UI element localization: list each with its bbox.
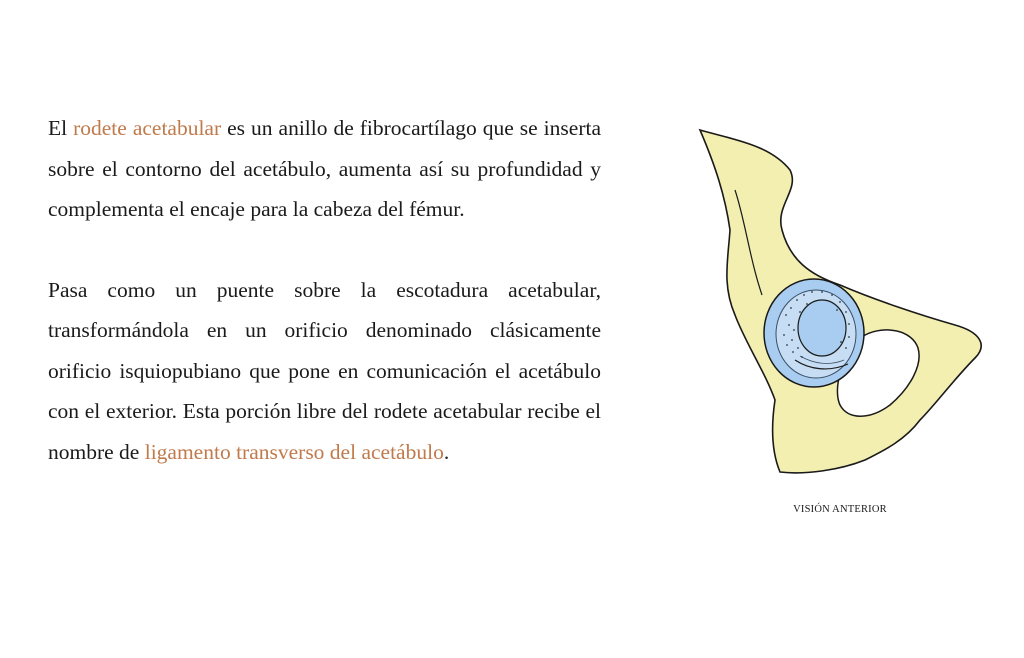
paragraph-2-body: Pasa como un puente sobre la escotadura acetabular, transformándola en un orificio denominado clásicamente orificio isquiopubiano que pone en comunicación el acetábulo con el exterior. Esta porción libre del rodete acetabular recibe el nombre de [48,277,601,464]
term-ligamento-transverso: ligamento transverso del acetábulo [144,439,444,464]
paragraph-1-lead: El [48,116,74,140]
paragraph-2-end: . [443,439,450,464]
paragraph-ligamento [48,270,601,473]
figure-caption: VISIÓN ANTERIOR [793,504,887,515]
hip-bone-figure [690,120,1000,530]
term-rodete-acetabular: rodete acetabular [73,116,222,140]
acetabular-fossa [798,300,846,356]
paragraph-1-body: es un anillo de fibrocartílago que se inserta sobre el contorno del acetábulo, aumenta así su profundidad y complementa el encaje para la cabeza del fémur. [48,116,601,221]
paragraph-rodete [48,108,601,230]
hip-bone-illustration [690,120,1000,500]
text-column [48,108,601,472]
